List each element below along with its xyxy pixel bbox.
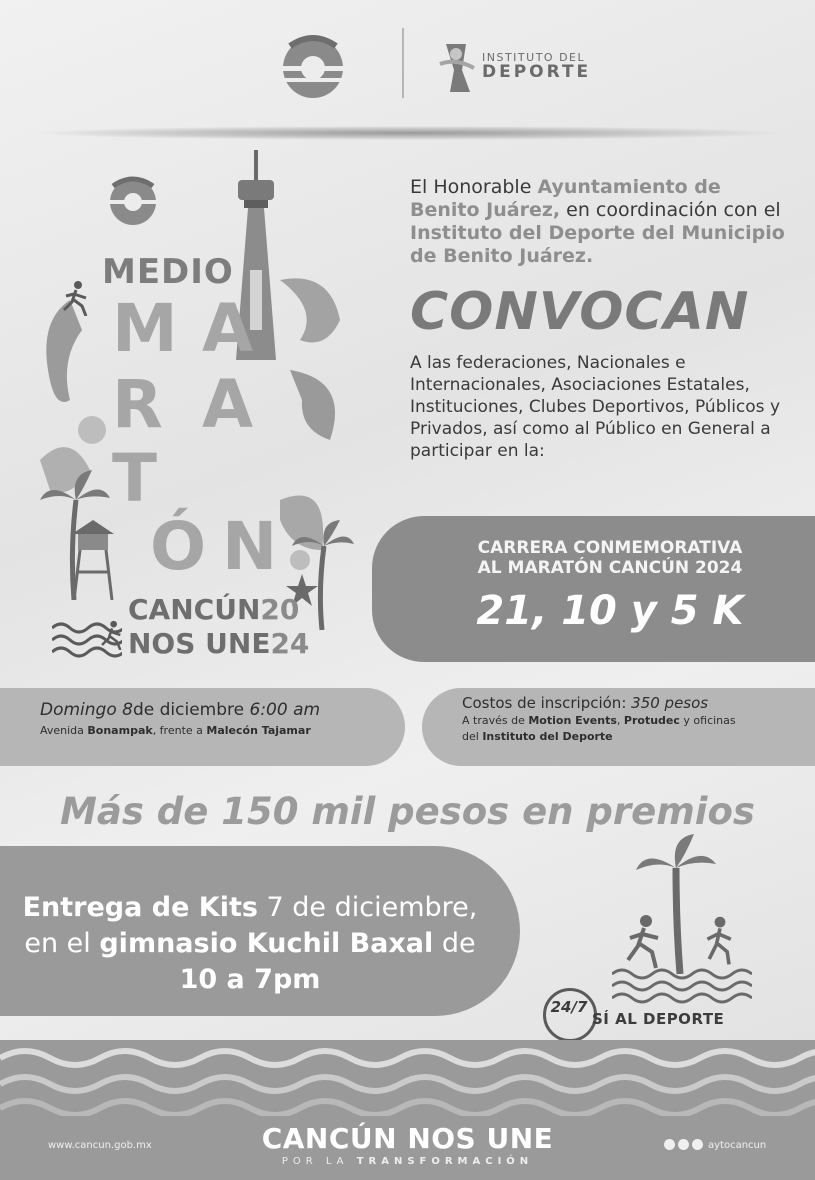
via-sep: , — [616, 714, 624, 727]
art-letter-r: R — [112, 366, 163, 443]
wave-icon — [612, 966, 752, 1006]
description-paragraph: A las federaciones, Nacionales e Internacionales, Asociaciones Estatales, Instituciones, Clubes Deportivos, Públicos y Privados, así como al Público en General a participar en la: — [410, 353, 780, 461]
institute-big-text: DEPORTE — [482, 61, 592, 82]
art-year-bottom: 24 — [270, 627, 310, 660]
art-cancun-line — [128, 593, 300, 626]
kits-p3: gimnasio Kuchil Baxal — [99, 928, 434, 959]
convocan-heading: CONVOCAN — [410, 282, 750, 342]
lifeguard-tower-icon — [70, 520, 116, 600]
art-nosune-line — [128, 627, 310, 660]
kits-p5: 10 a 7pm — [179, 964, 321, 995]
place-landmark: Malecón Tajamar — [206, 724, 311, 737]
kits-text — [20, 890, 480, 998]
place-line — [40, 724, 320, 737]
runner-icon — [702, 914, 738, 968]
date-info — [40, 700, 320, 737]
art-letter-o: Ó — [150, 508, 207, 585]
place-avenue: Bonampak — [87, 724, 153, 737]
intro-part2: en coordinación con el — [560, 199, 781, 221]
social-icons — [664, 1139, 703, 1150]
intro-highlight-instituto: Instituto del Deporte del Municipio de Benito Juárez. — [410, 222, 785, 267]
provider-protudec: Protudec — [623, 714, 680, 727]
art-cancun-text: CANCÚN — [128, 593, 261, 626]
art-letter-a2: A — [202, 366, 254, 443]
instituto-logo-icon — [436, 40, 478, 96]
wave-icon — [52, 620, 122, 660]
cancun-logo-icon — [105, 174, 161, 226]
kits-p2: 7 de diciembre, en el — [24, 892, 478, 959]
header-swoosh — [40, 126, 780, 140]
office-name: Instituto del Deporte — [482, 730, 613, 743]
wave-icon — [0, 1040, 815, 1116]
intro-highlight-ayuntamiento: Ayuntamiento de Benito Juárez, — [410, 176, 721, 221]
intro-part1: El Honorable — [410, 176, 538, 198]
race-title-line1: CARRERA CONMEMORATIVA — [477, 538, 743, 558]
art-nosune-text: NOS UNE — [128, 627, 271, 660]
footer-sub-bold: TRANSFORMACIÓN — [356, 1156, 534, 1167]
art-letter-a: A — [202, 290, 254, 367]
art-letter-n: N — [222, 508, 278, 585]
date-time: 6:00 am — [249, 700, 321, 720]
badge-label: SÍ AL DEPORTE — [592, 1010, 725, 1028]
facebook-icon[interactable] — [664, 1139, 675, 1150]
cost-price: 350 pesos — [631, 694, 709, 712]
header-divider — [402, 28, 404, 98]
footer-sub-prefix: POR LA — [281, 1156, 357, 1167]
date-line — [40, 700, 320, 720]
via-mid: y oficinas — [679, 714, 736, 727]
footer-handle[interactable]: aytocancun — [708, 1140, 767, 1151]
art-letter-t: T — [112, 440, 158, 517]
place-mid: , frente a — [152, 724, 207, 737]
provider-motion-events: Motion Events — [528, 714, 617, 727]
prizes-heading: Más de 150 mil pesos en premios — [60, 790, 755, 833]
cost-label: Costos de inscripción: — [462, 694, 627, 712]
cost-line — [462, 694, 736, 712]
x-icon[interactable] — [692, 1139, 703, 1150]
race-distances: 21, 10 y 5 K — [476, 588, 744, 634]
kits-p4: de — [433, 928, 476, 959]
art-medio-text: MEDIO — [102, 252, 234, 292]
via-line2-prefix: del — [462, 730, 483, 743]
art-year-top: 20 — [260, 593, 300, 626]
instagram-icon[interactable] — [678, 1139, 689, 1150]
race-title-line2: AL MARATÓN CANCÚN 2024 — [477, 558, 743, 578]
institute-small-text: INSTITUTO DEL — [482, 51, 586, 64]
cancun-logo-icon — [278, 28, 348, 100]
runner-icon — [624, 914, 664, 970]
footer-url-link[interactable]: www.cancun.gob.mx — [48, 1140, 152, 1151]
intro-paragraph — [410, 176, 790, 268]
via-line-1 — [462, 714, 736, 728]
place-prefix: Avenida — [40, 724, 88, 737]
via-line-2 — [462, 730, 736, 744]
via-prefix: A través de — [462, 714, 529, 727]
date-day: Domingo 8 — [40, 700, 133, 720]
kits-p1: Entrega de Kits — [22, 892, 258, 923]
runner-icon — [62, 280, 90, 316]
cost-info — [462, 694, 736, 744]
race-title — [420, 538, 800, 578]
institute-wordmark — [482, 52, 591, 81]
footer-slogan: CANCÚN NOS UNE — [261, 1122, 554, 1155]
art-letter-m: M — [112, 290, 178, 367]
badge-number: 24/7 — [550, 998, 588, 1016]
date-month: de diciembre — [132, 700, 245, 720]
footer-subtitle — [0, 1156, 815, 1167]
